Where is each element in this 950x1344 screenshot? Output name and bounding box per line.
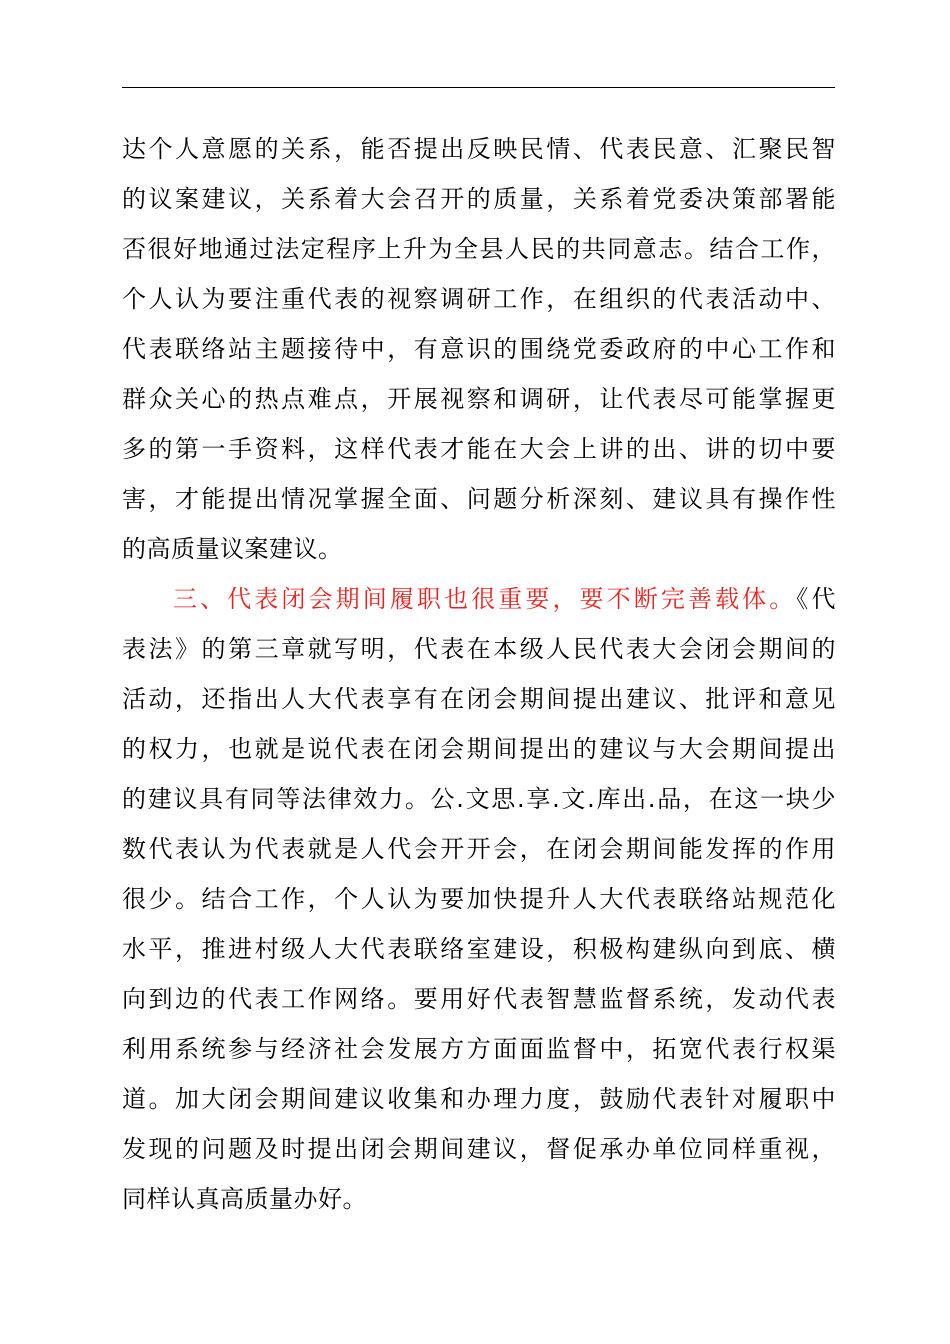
text-line: 代表联络站主题接待中，有意识的围绕党委政府的中心工作和 <box>122 335 836 363</box>
text-line: 表法》的第三章就写明，代表在本级人民代表大会闭会期间的 <box>122 635 836 663</box>
text-line: 群众关心的热点难点，开展视察和调研，让代表尽可能掌握更 <box>122 385 836 413</box>
text-line: 向到边的代表工作网络。要用好代表智慧监督系统，发动代表 <box>122 985 836 1013</box>
text-line: 个人认为要注重代表的视察调研工作，在组织的代表活动中、 <box>122 285 836 313</box>
document-body <box>122 124 836 1224</box>
text-line: 的高质量议案建议。 <box>122 535 343 563</box>
text-line: 的建议具有同等法律效力。公.文思.享.文.库出.品，在这一块少 <box>122 785 836 813</box>
text-line: 的权力，也就是说代表在闭会期间提出的建议与大会期间提出 <box>122 735 836 763</box>
text-line: 很少。结合工作，个人认为要加快提升人大代表联络站规范化 <box>122 885 836 913</box>
text-line: 否很好地通过法定程序上升为全县人民的共同意志。结合工作， <box>122 235 836 263</box>
text-line: 数代表认为代表就是人代会开开会，在闭会期间能发挥的作用 <box>122 835 836 863</box>
text-line: 达个人意愿的关系，能否提出反映民情、代表民意、汇聚民智 <box>122 135 836 163</box>
paragraph-2 <box>122 574 836 1224</box>
header-rule <box>122 87 835 88</box>
text-line: 多的第一手资料，这样代表才能在大会上讲的出、讲的切中要 <box>122 435 836 463</box>
heading-line <box>122 574 836 624</box>
heading-line-rest: 《代 <box>796 585 837 613</box>
text-line: 同样认真高质量办好。 <box>122 1185 367 1213</box>
text-line: 道。加大闭会期间建议收集和办理力度，鼓励代表针对履职中 <box>122 1085 836 1113</box>
text-line: 的议案建议，关系着大会召开的质量，关系着党委决策部署能 <box>122 185 836 213</box>
text-line: 害，才能提出情况掌握全面、问题分析深刻、建议具有操作性 <box>122 485 836 513</box>
paragraph-1 <box>122 124 836 574</box>
text-line: 活动，还指出人大代表享有在闭会期间提出建议、批评和意见 <box>122 685 836 713</box>
text-line: 水平，推进村级人大代表联络室建设，积极构建纵向到底、横 <box>122 935 836 963</box>
text-line: 利用系统参与经济社会发展方方面面监督中，拓宽代表行权渠 <box>122 1035 836 1063</box>
section-heading: 三、代表闭会期间履职也很重要，要不断完善载体。 <box>173 585 797 613</box>
text-line: 发现的问题及时提出闭会期间建议，督促承办单位同样重视， <box>122 1135 836 1163</box>
